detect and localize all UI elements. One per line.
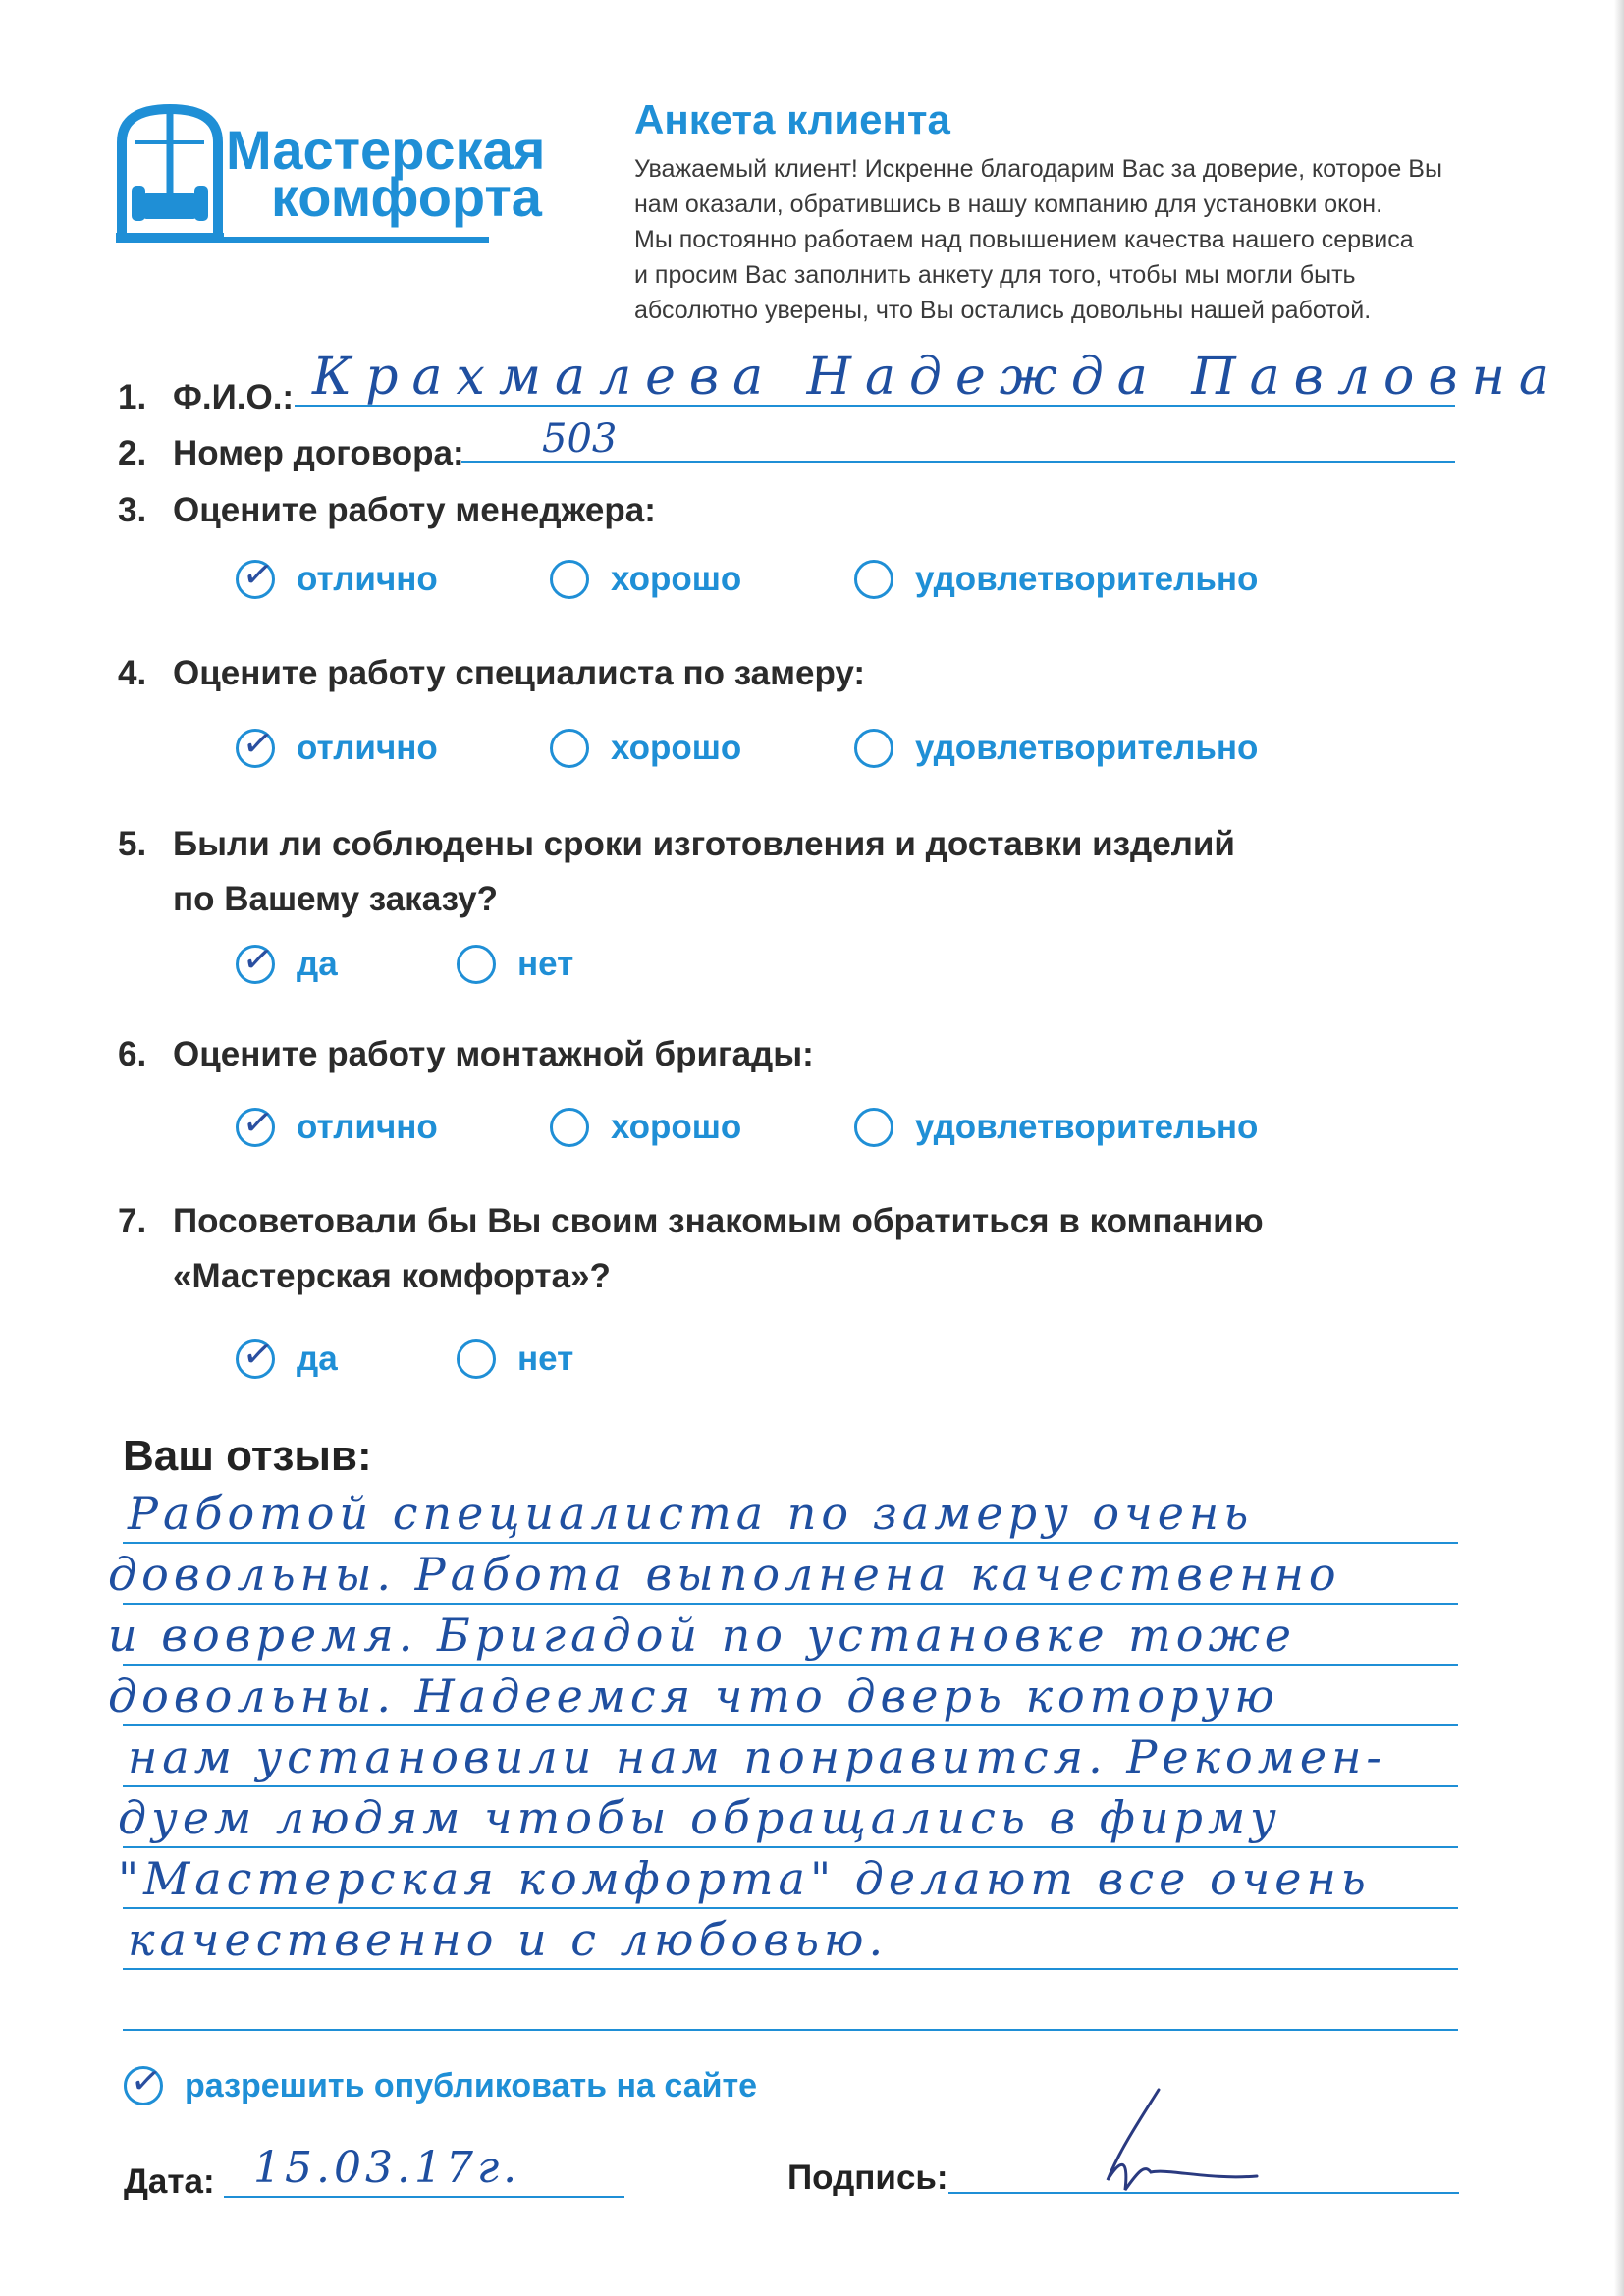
intro-line: нам оказали, обратившись в нашу компанию для установки окон. xyxy=(634,191,1383,218)
q3-number: 3. xyxy=(118,491,147,529)
option-label: да xyxy=(297,1339,338,1378)
q7-label xyxy=(118,1194,1264,1304)
intro-line: Мы постоянно работаем над повышением качества нашего сервиса xyxy=(634,226,1414,253)
q2-label xyxy=(118,434,464,473)
option-label: отлично xyxy=(297,729,438,767)
q5-option-no[interactable] xyxy=(457,945,573,984)
radio-circle-icon[interactable] xyxy=(550,729,589,768)
review-text-line[interactable]: довольны. Надеемся что дверь которую xyxy=(108,1669,1279,1722)
checkmark-icon: ✓ xyxy=(240,1098,277,1147)
q6-option-satisfactory[interactable] xyxy=(854,1108,1258,1147)
review-text-line[interactable]: дуем людям чтобы обращались в фирму xyxy=(118,1791,1281,1844)
option-label: удовлетворительно xyxy=(915,729,1259,767)
review-text-line[interactable]: нам установили нам понравится. Рекомен- xyxy=(128,1730,1386,1783)
option-label: нет xyxy=(517,945,574,983)
q5-label xyxy=(118,817,1235,927)
q1-number: 1. xyxy=(118,378,147,416)
q7-text-line1: Посоветовали бы Вы своим знакомым обратиться в компанию xyxy=(173,1202,1264,1240)
radio-circle-icon[interactable] xyxy=(236,935,277,984)
form-title: Анкета клиента xyxy=(634,96,950,142)
q5-text-line2: по Вашему заказу? xyxy=(173,880,498,918)
review-rule xyxy=(123,1968,1458,1970)
intro-line: и просим Вас заполнить анкету для того, чтобы мы могли быть xyxy=(634,261,1356,289)
radio-circle-icon[interactable] xyxy=(236,1098,277,1147)
radio-circle-icon[interactable] xyxy=(457,945,496,984)
q5-number: 5. xyxy=(118,825,147,863)
q2-value[interactable]: 503 xyxy=(542,416,618,462)
publish-label: разрешить опубликовать на сайте xyxy=(185,2066,758,2105)
q3-label xyxy=(118,491,656,530)
checkbox-circle-icon[interactable] xyxy=(124,2056,165,2105)
handwritten-signature-icon xyxy=(1060,2082,1276,2210)
date-line xyxy=(224,2196,624,2198)
q6-number: 6. xyxy=(118,1035,147,1073)
q3-option-good[interactable] xyxy=(550,560,741,599)
review-rule xyxy=(123,1907,1458,1909)
radio-circle-icon[interactable] xyxy=(236,1330,277,1379)
review-text-line[interactable]: "Мастерская комфорта" делают все очень xyxy=(118,1852,1371,1905)
window-sofa-icon xyxy=(116,103,224,241)
option-label: хорошо xyxy=(611,729,742,767)
review-rule xyxy=(123,1542,1458,1544)
option-label: отлично xyxy=(297,1108,438,1146)
q1-value[interactable]: Крахмалева Надежда Павловна xyxy=(312,348,1563,407)
intro-line: абсолютно уверены, что Вы остались довольны нашей работой. xyxy=(634,297,1372,324)
checkmark-icon: ✓ xyxy=(240,1330,277,1379)
q7-option-yes[interactable] xyxy=(236,1330,338,1379)
q1-text: Ф.И.О.: xyxy=(173,378,295,416)
q5-option-yes[interactable] xyxy=(236,935,338,984)
q4-option-good[interactable] xyxy=(550,729,741,768)
q3-option-satisfactory[interactable] xyxy=(854,560,1258,599)
q6-option-good[interactable] xyxy=(550,1108,741,1147)
q2-number: 2. xyxy=(118,434,147,472)
publish-permission[interactable] xyxy=(124,2056,758,2105)
radio-circle-icon[interactable] xyxy=(854,560,893,599)
company-logo xyxy=(116,103,548,241)
option-label: хорошо xyxy=(611,560,742,598)
q5-text-line1: Были ли соблюдены сроки изготовления и доставки изделий xyxy=(173,825,1235,863)
q7-text-line2: «Мастерская комфорта»? xyxy=(173,1257,611,1295)
radio-circle-icon[interactable] xyxy=(550,560,589,599)
intro-text xyxy=(634,151,1442,328)
option-label: да xyxy=(297,945,338,983)
review-rule xyxy=(123,1603,1458,1605)
logo-text-line1: Мастерская xyxy=(226,119,546,181)
checkmark-icon: ✓ xyxy=(240,550,277,599)
checkmark-icon: ✓ xyxy=(240,719,277,768)
review-rule xyxy=(123,1846,1458,1848)
q7-option-no[interactable] xyxy=(457,1339,573,1379)
option-label: хорошо xyxy=(611,1108,742,1146)
review-heading: Ваш отзыв: xyxy=(123,1432,372,1480)
q2-text: Номер договора: xyxy=(173,434,464,472)
q7-number: 7. xyxy=(118,1202,147,1240)
review-text-line[interactable]: качественно и с любовью. xyxy=(128,1913,889,1966)
q4-text: Оцените работу специалиста по замеру: xyxy=(173,654,866,692)
option-label: удовлетворительно xyxy=(915,1108,1259,1146)
radio-circle-icon[interactable] xyxy=(457,1339,496,1379)
radio-circle-icon[interactable] xyxy=(550,1108,589,1147)
q6-label xyxy=(118,1035,814,1074)
option-label: нет xyxy=(517,1339,574,1378)
review-text-line[interactable]: Работой специалиста по замеру очень xyxy=(128,1487,1254,1540)
q6-text: Оцените работу монтажной бригады: xyxy=(173,1035,814,1073)
scan-edge xyxy=(1614,0,1624,2296)
intro-line: Уважаемый клиент! Искренне благодарим Вас за доверие, которое Вы xyxy=(634,155,1442,183)
q4-number: 4. xyxy=(118,654,147,692)
q6-option-excellent[interactable] xyxy=(236,1098,438,1147)
logo-text-line2: комфорта xyxy=(271,166,542,228)
review-rule xyxy=(123,2029,1458,2031)
radio-circle-icon[interactable] xyxy=(854,729,893,768)
review-text-line[interactable]: и вовремя. Бригадой по установке тоже xyxy=(108,1609,1296,1662)
review-text-line[interactable]: довольны. Работа выполнена качественно xyxy=(108,1548,1341,1601)
radio-circle-icon[interactable] xyxy=(236,550,277,599)
review-rule xyxy=(123,1724,1458,1726)
checkmark-icon: ✓ xyxy=(240,935,277,984)
radio-circle-icon[interactable] xyxy=(236,719,277,768)
q4-option-satisfactory[interactable] xyxy=(854,729,1258,768)
review-rule xyxy=(123,1664,1458,1666)
logo-underline xyxy=(116,237,489,243)
q4-option-excellent[interactable] xyxy=(236,719,438,768)
checkmark-icon: ✓ xyxy=(128,2056,165,2105)
q3-option-excellent[interactable] xyxy=(236,550,438,599)
option-label: удовлетворительно xyxy=(915,560,1259,598)
signature-label: Подпись: xyxy=(787,2159,948,2197)
option-label: отлично xyxy=(297,560,438,598)
date-label: Дата: xyxy=(124,2162,215,2201)
radio-circle-icon[interactable] xyxy=(854,1108,893,1147)
review-rule xyxy=(123,1785,1458,1787)
date-value[interactable]: 15.03.17г. xyxy=(253,2143,521,2193)
q4-label xyxy=(118,654,865,693)
q3-text: Оцените работу менеджера: xyxy=(173,491,656,529)
q1-label xyxy=(118,378,294,417)
